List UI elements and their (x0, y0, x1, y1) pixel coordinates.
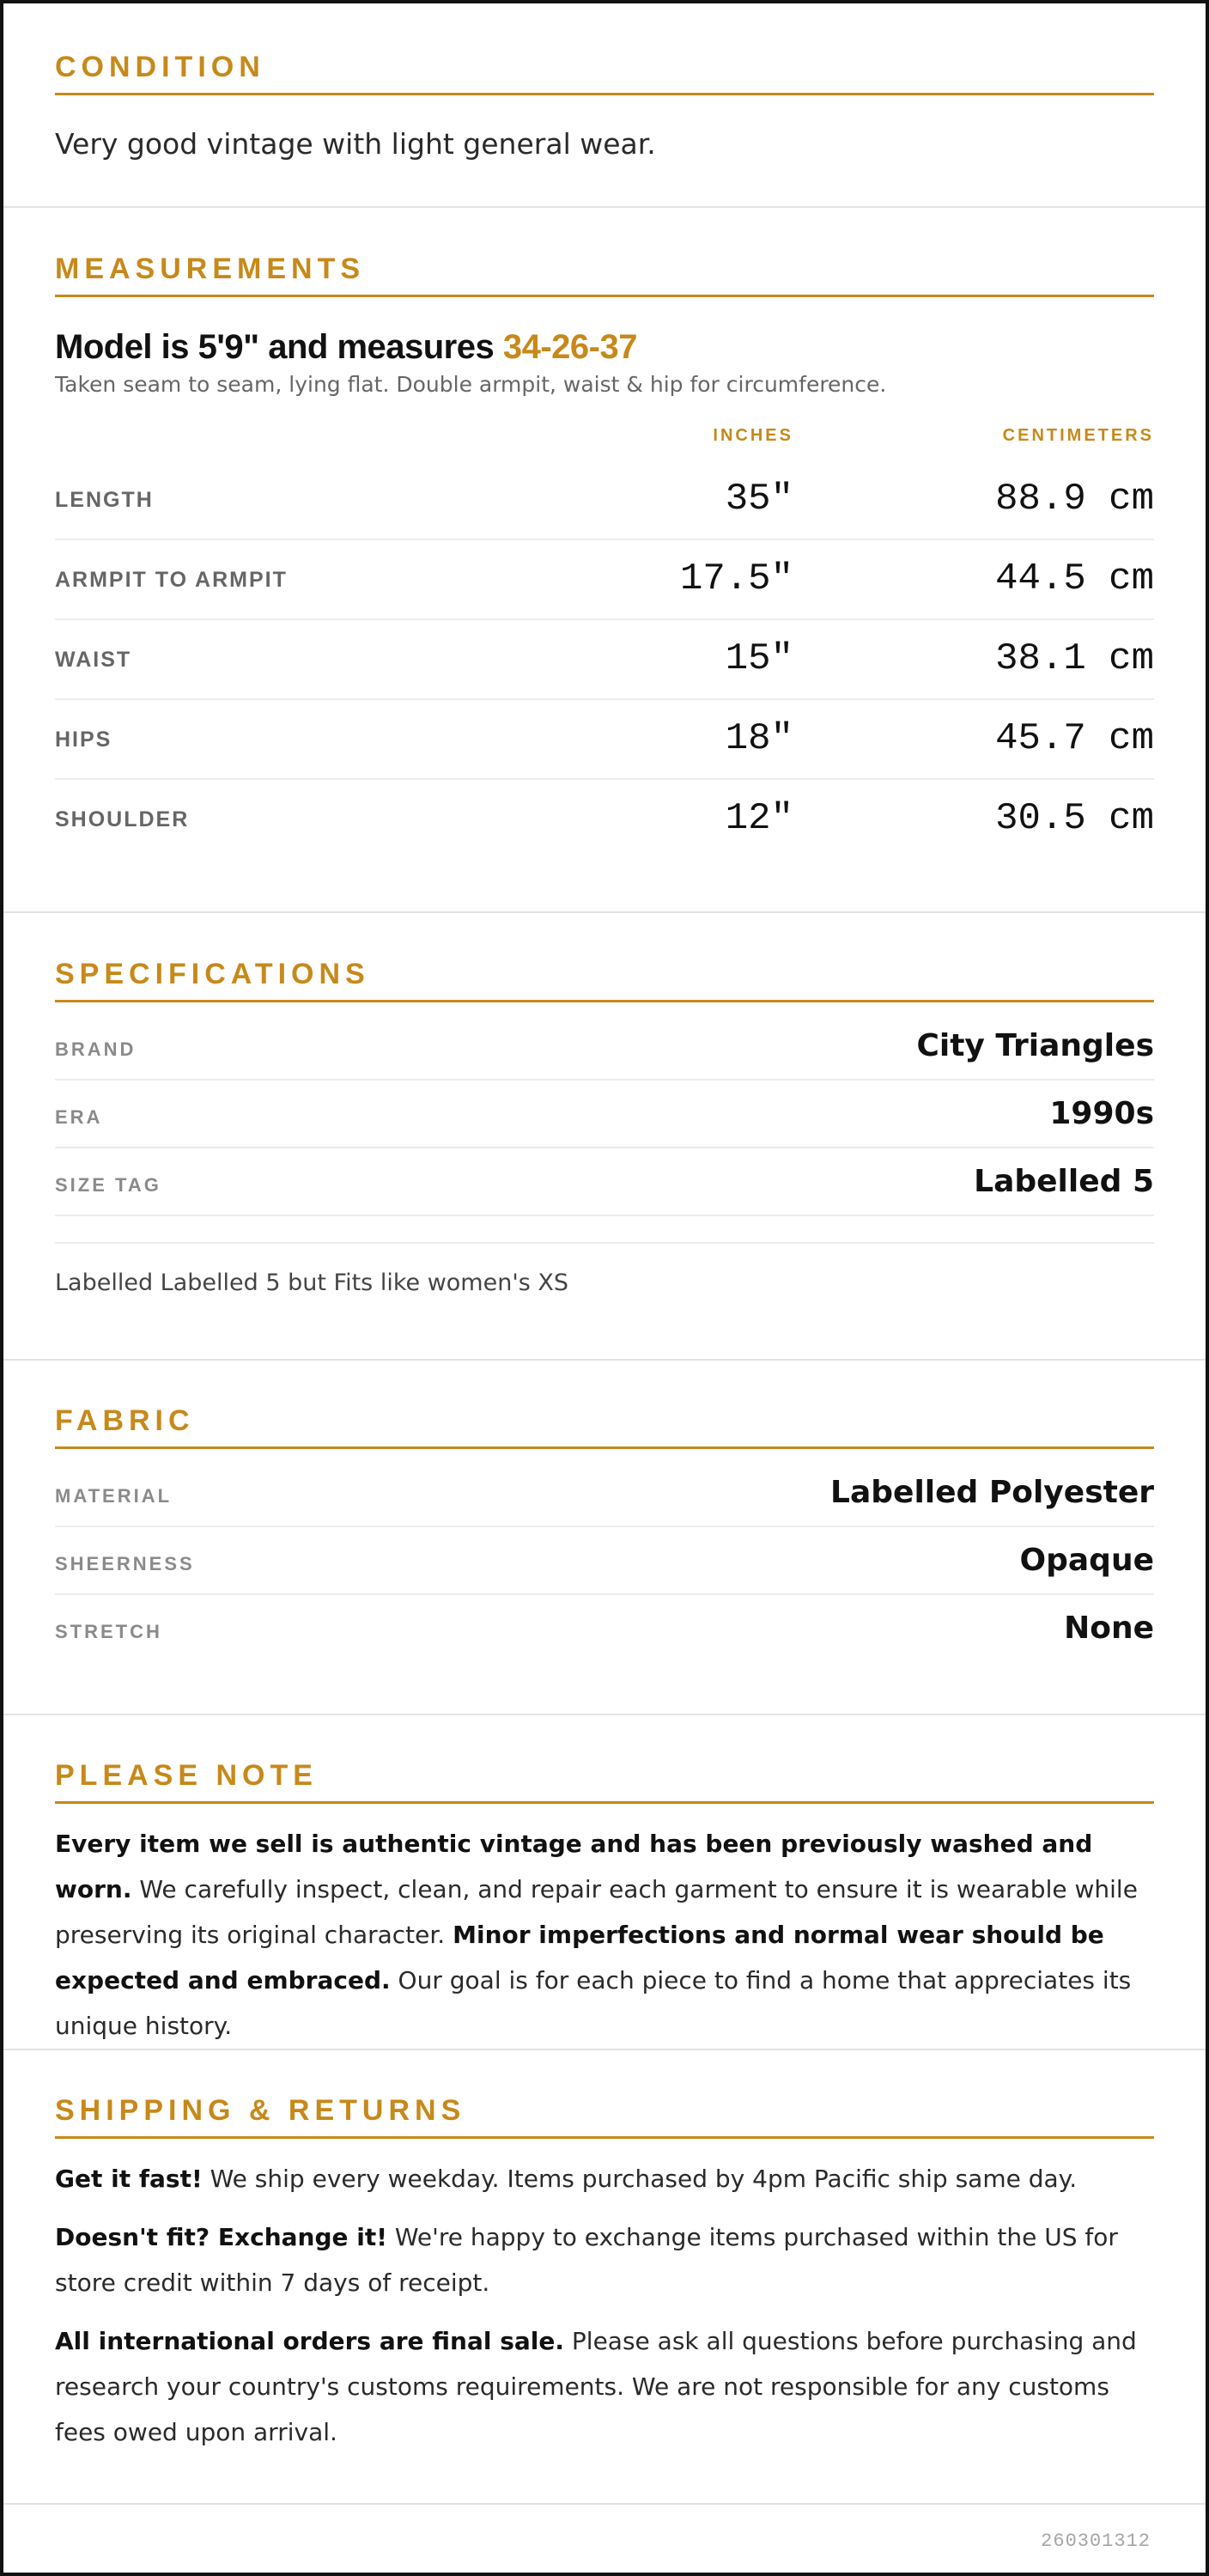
shipping-bold-2: Doesn't fit? Exchange it! (55, 2223, 387, 2251)
measurement-inches: 12" (725, 797, 793, 840)
specifications-rule (55, 1000, 1154, 1002)
measurement-row-length (55, 460, 1154, 540)
shipping-bold-1: Get it fast! (55, 2165, 203, 2193)
please-note-heading: PLEASE NOTE (55, 1759, 318, 1792)
shipping-rule (55, 2136, 1154, 2139)
spec-row-era (55, 1081, 1154, 1148)
spec-value: City Triangles (916, 1028, 1154, 1063)
fabric-label: SHEERNESS (55, 1553, 195, 1574)
please-note-text-1: We carefully inspect, clean, and repair each garment to ensure it is wearable while preserving its original character. (55, 1875, 1138, 1949)
section-divider (3, 1714, 1206, 1715)
fabric-value: Labelled Polyester (830, 1475, 1154, 1510)
spec-label: BRAND (55, 1038, 137, 1060)
fabric-row-stretch (55, 1595, 1154, 1663)
specifications-table (55, 1013, 1154, 1216)
please-note-bold-2: Minor imperfections and normal wear should be expected and embraced. (55, 1921, 1104, 1994)
column-centimeters: CENTIMETERS (1002, 426, 1154, 445)
column-inches: INCHES (713, 426, 793, 445)
measurement-inches: 15" (725, 637, 793, 680)
condition-rule (55, 93, 1154, 95)
measurement-inches: 35" (725, 478, 793, 521)
measurement-row-armpit (55, 540, 1154, 620)
section-divider (3, 206, 1206, 208)
measurements-rule (55, 295, 1154, 297)
measurements-heading: MEASUREMENTS (55, 253, 366, 285)
fabric-row-material (55, 1459, 1154, 1527)
section-divider (3, 1359, 1206, 1361)
measurements-section (3, 247, 1206, 860)
fabric-heading: FABRIC (55, 1404, 195, 1437)
condition-heading: CONDITION (55, 51, 265, 83)
model-prefix: Model is 5'9" and measures (55, 328, 503, 366)
spec-row-size-tag (55, 1148, 1154, 1216)
section-divider (3, 2049, 1206, 2050)
measurement-row-shoulder (55, 780, 1154, 860)
measurement-label: SHOULDER (55, 807, 190, 831)
measurement-centimeters: 38.1 cm (995, 637, 1154, 680)
shipping-paragraph-2 (55, 2214, 1154, 2305)
shipping-text-3: Please ask all questions before purchasing and research your country's customs requirements. We are not responsible for any customs fees owed upon arrival. (55, 2327, 1137, 2446)
model-measures-value: 34-26-37 (502, 328, 637, 366)
model-measurements (55, 328, 1154, 367)
spec-value: Labelled 5 (974, 1164, 1154, 1199)
shipping-paragraph-1 (55, 2156, 1154, 2201)
measurement-centimeters: 44.5 cm (995, 557, 1154, 600)
shipping-heading: SHIPPING & RETURNS (55, 2094, 466, 2127)
fabric-value: None (1064, 1611, 1154, 1646)
measurement-centimeters: 30.5 cm (995, 797, 1154, 840)
measurement-inches: 17.5" (679, 557, 793, 600)
measurement-column-headers (55, 426, 1154, 460)
please-note-section (3, 1753, 1206, 2049)
shipping-text-1: We ship every weekday. Items purchased by 4pm Pacific ship same day. (202, 2165, 1078, 2193)
spec-row-brand (55, 1013, 1154, 1081)
shipping-bold-3: All international orders are final sale. (55, 2327, 565, 2355)
measurement-centimeters: 88.9 cm (995, 478, 1154, 521)
condition-section (3, 45, 1206, 167)
fit-note: Labelled Labelled 5 but Fits like women's XS (55, 1270, 569, 1296)
item-code: 260301312 (1041, 2530, 1151, 2552)
fabric-label: MATERIAL (55, 1485, 173, 1507)
measurement-row-hips (55, 700, 1154, 780)
spec-label: ERA (55, 1106, 103, 1128)
condition-text: Very good vintage with light general wear. (55, 127, 656, 161)
fabric-label: STRETCH (55, 1621, 162, 1642)
measurement-note: Taken seam to seam, lying flat. Double armpit, waist & hip for circumference. (55, 372, 887, 397)
fabric-row-sheerness (55, 1527, 1154, 1595)
please-note-text (55, 1821, 1154, 2049)
fit-note-rule (55, 1242, 1154, 1244)
measurement-label: HIPS (55, 728, 112, 752)
specifications-heading: SPECIFICATIONS (55, 958, 370, 990)
shipping-section (3, 2088, 1206, 2455)
measurement-centimeters: 45.7 cm (995, 717, 1154, 760)
measurement-table (55, 460, 1154, 860)
fabric-rule (55, 1446, 1154, 1449)
fabric-value: Opaque (1019, 1543, 1154, 1578)
measurement-row-waist (55, 620, 1154, 700)
measurement-label: WAIST (55, 648, 132, 672)
section-divider (3, 911, 1206, 913)
spec-label: SIZE TAG (55, 1174, 161, 1196)
spec-value: 1990s (1049, 1096, 1154, 1131)
measurement-label: LENGTH (55, 488, 154, 512)
please-note-text-2: Our goal is for each piece to find a home that appreciates its unique history. (55, 1966, 1132, 2040)
fabric-table (55, 1459, 1154, 1663)
measurement-inches: 18" (725, 717, 793, 760)
measurement-label: ARMPIT TO ARMPIT (55, 568, 288, 592)
shipping-paragraph-3 (55, 2318, 1154, 2455)
specifications-section (3, 952, 1206, 1299)
section-divider (3, 2503, 1206, 2505)
fabric-section (3, 1398, 1206, 1663)
shipping-text-2: We're happy to exchange items purchased within the US for store credit within 7 days of receipt. (55, 2223, 1118, 2297)
please-note-bold-1: Every item we sell is authentic vintage and has been previously washed and worn. (55, 1830, 1093, 1903)
please-note-rule (55, 1801, 1154, 1804)
